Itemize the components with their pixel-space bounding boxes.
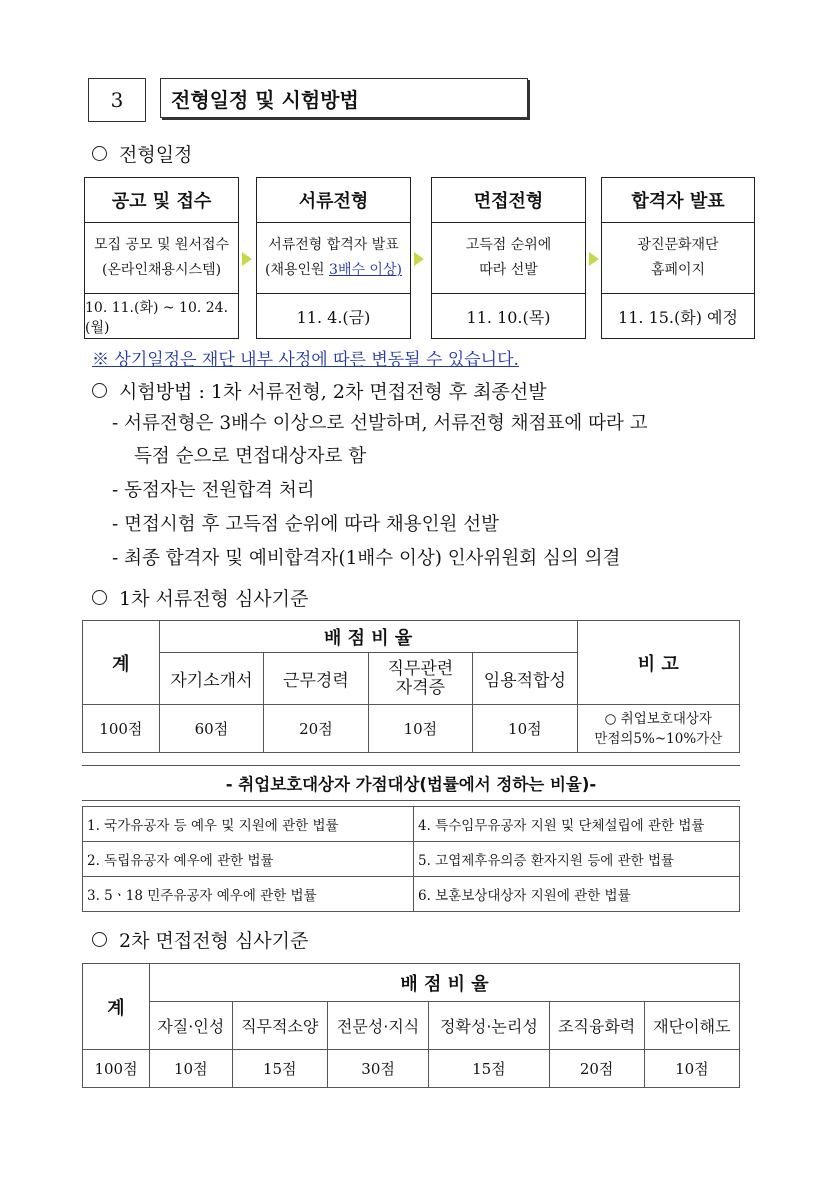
step-description (602, 223, 754, 294)
step-line (265, 258, 402, 283)
method-heading-text: 시험방법 : 1차 서류전형, 2차 면접전형 후 최종선발 (119, 381, 547, 403)
table-cell: 100점 (83, 1050, 150, 1088)
column-header: 조직융화력 (549, 1002, 644, 1050)
schedule-step-4 (601, 177, 755, 339)
step-title: 공고 및 접수 (85, 178, 238, 223)
table-cell: 60점 (159, 705, 263, 753)
ratio-header: 배 점 비 율 (159, 621, 577, 653)
column-header: 자질·인성 (150, 1002, 233, 1050)
circle-bullet-icon (92, 932, 107, 947)
schedule-step-2 (256, 177, 411, 339)
step-date: 11. 4.(금) (296, 308, 371, 327)
bonus-item: 2. 독립유공자 예우에 관한 법률 (83, 842, 414, 877)
schedule-heading (92, 140, 192, 167)
step-line: 고득점 순위에 (465, 237, 552, 253)
table-cell: 30점 (327, 1050, 428, 1088)
highlight-text: 3배수 이상 (329, 262, 397, 278)
method-bullet: - 최종 합격자 및 예비합격자(1배수 이상) 인사위원회 심의 의결 (112, 548, 621, 569)
step-line: 모집 공모 및 원서접수 (93, 237, 230, 253)
column-header: 전문성·지식 (327, 1002, 428, 1050)
second-round-heading-text: 2차 면접전형 심사기준 (119, 930, 309, 952)
bonus-item: 3. 5ㆍ18 민주유공자 예우에 관한 법률 (83, 877, 414, 912)
step-line: 따라 선발 (479, 262, 538, 278)
step-date: 11. 10.(목) (466, 308, 551, 327)
schedule-note: ※ 상기일정은 재단 내부 사정에 따른 변동될 수 있습니다. (92, 350, 519, 370)
method-heading (92, 377, 547, 404)
bonus-item: 5. 고엽제후유의증 환자지원 등에 관한 법률 (414, 842, 740, 877)
bonus-item: 4. 특수임무유공자 지원 및 단체설립에 관한 법률 (414, 807, 740, 842)
column-header: 임용적합성 (473, 653, 577, 705)
bonus-table (82, 806, 740, 912)
schedule-step-1 (84, 177, 239, 339)
circle-bullet-icon (92, 383, 107, 398)
arrow-right-icon (242, 252, 252, 266)
method-bullet: - 동점자는 전원합격 처리 (112, 480, 315, 501)
table-cell: 10점 (150, 1050, 233, 1088)
column-header: 재단이해도 (644, 1002, 739, 1050)
column-header: 근무경력 (264, 653, 368, 705)
table-cell: 20점 (264, 705, 368, 753)
step-line: 홈페이지 (650, 262, 706, 278)
first-round-heading-text: 1차 서류전형 심사기준 (119, 588, 309, 610)
column-header-line: 직무관련 (387, 658, 454, 679)
step-line-suffix: ) (396, 262, 402, 278)
step-line-prefix: (채용인원 (265, 262, 330, 278)
schedule-heading-text: 전형일정 (119, 144, 193, 166)
step-date: 11. 15.(화) 예정 (618, 308, 738, 327)
column-header: 정확성·논리성 (429, 1002, 549, 1050)
step-description (257, 223, 410, 294)
table-cell: 10점 (644, 1050, 739, 1088)
remarks-header: 비 고 (577, 621, 739, 705)
second-round-heading (92, 926, 308, 953)
step-description (85, 223, 238, 294)
arrow-right-icon (589, 252, 599, 266)
step-date: 10. 11.(화) ~ 10. 24.(월) (85, 299, 229, 336)
table-cell: 15점 (232, 1050, 327, 1088)
column-header: 자기소개서 (159, 653, 263, 705)
section-title: 전형일정 및 시험방법 (160, 78, 528, 118)
step-title: 서류전형 (257, 178, 410, 223)
remarks-cell (577, 705, 739, 753)
ratio-header: 배 점 비 율 (150, 964, 740, 1002)
step-title: 면접전형 (432, 178, 585, 223)
method-bullet: - 면접시험 후 고득점 순위에 따라 채용인원 선발 (112, 514, 499, 535)
column-header (368, 653, 472, 705)
table-cell: 20점 (549, 1050, 644, 1088)
circle-bullet-icon (92, 146, 107, 161)
schedule-step-3 (431, 177, 586, 339)
table-cell: 100점 (83, 705, 160, 753)
circle-bullet-icon (92, 590, 107, 605)
second-round-table (82, 963, 740, 1088)
step-line: 서류전형 합격자 발표 (268, 237, 399, 253)
arrow-right-icon (414, 252, 424, 266)
remark-line: ○ 취업보호대상자 (604, 710, 712, 727)
bonus-item: 6. 보훈보상대상자 지원에 관한 법률 (414, 877, 740, 912)
remark-line: 만점의5%~10%가산 (594, 730, 723, 747)
bonus-title: - 취업보호대상자 가점대상(법률에서 정하는 비율)- (82, 765, 740, 801)
step-title: 합격자 발표 (602, 178, 754, 223)
table-cell: 15점 (429, 1050, 549, 1088)
step-description (432, 223, 585, 294)
step-line: (온라인채용시스템) (101, 262, 222, 278)
total-header: 계 (83, 964, 150, 1050)
table-cell: 10점 (368, 705, 472, 753)
table-cell: 10점 (473, 705, 577, 753)
method-bullet: 득점 순으로 면접대상자로 함 (134, 446, 367, 467)
method-bullet: - 서류전형은 3배수 이상으로 선발하며, 서류전형 채점표에 따라 고 (112, 413, 648, 434)
bonus-item: 1. 국가유공자 등 예우 및 지원에 관한 법률 (83, 807, 414, 842)
column-header: 직무적소양 (232, 1002, 327, 1050)
column-header-line: 자격증 (395, 677, 446, 698)
step-line: 광진문화재단 (637, 237, 719, 253)
first-round-table (82, 620, 740, 753)
section-number: 3 (88, 78, 146, 122)
total-header: 계 (83, 621, 160, 705)
first-round-heading (92, 584, 308, 611)
